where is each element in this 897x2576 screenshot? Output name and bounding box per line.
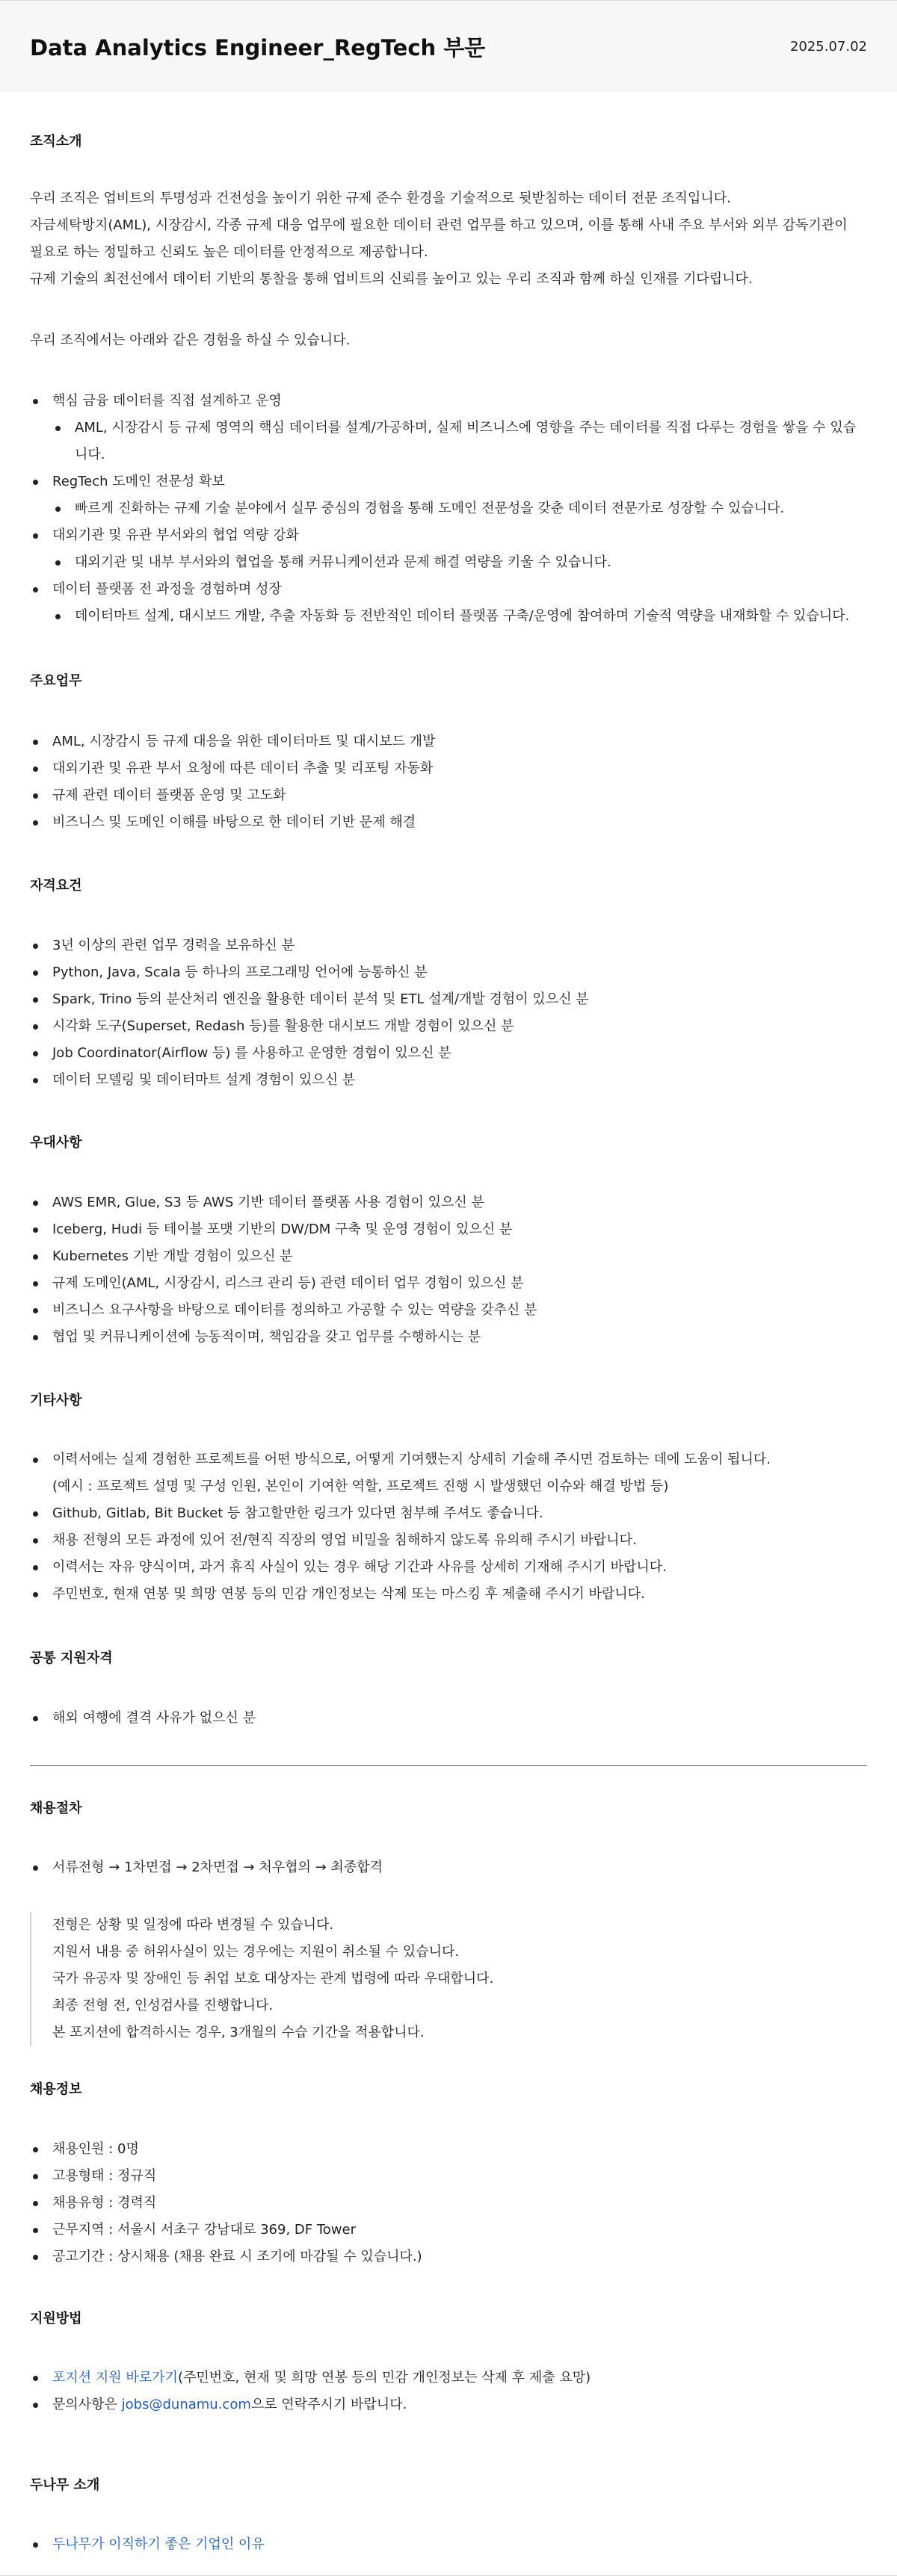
contact-prefix: 문의사항은 xyxy=(52,2397,122,2412)
list-item: Python, Java, Scala 등 하나의 프로그래밍 언어에 능통하신 분 xyxy=(30,959,867,986)
list-item xyxy=(30,576,867,630)
intro-line: 우리 조직은 업비트의 투명성과 건전성을 높이기 위한 규제 준수 환경을 기술적으로 뒷받침하는 데이터 전문 조직입니다. xyxy=(30,191,731,206)
section-title-intro: 조직소개 xyxy=(30,134,82,149)
process-note: 국가 유공자 및 장애인 등 취업 보호 대상자는 관계 법령에 따라 우대합니다. xyxy=(52,1971,494,1987)
list-item: Github, Gitlab, Bit Bucket 등 참고할만한 링크가 있다면 첨부해 주셔도 좋습니다. xyxy=(30,1500,867,1527)
list-item: 빠르게 진화하는 규제 기술 분야에서 실무 중심의 경험을 통해 도메인 전문성을 갖춘 데이터 전문가로 성장할 수 있습니다. xyxy=(52,495,867,522)
experience-list xyxy=(30,388,867,630)
section-title-etc: 기타사항 xyxy=(30,1393,82,1408)
section-title-about: 두나무 소개 xyxy=(30,2477,100,2493)
contact-suffix: 으로 연락주시기 바랍니다. xyxy=(250,2397,407,2412)
list-item: 시각화 도구(Superset, Redash 등)를 활용한 대시보드 개발 경험이 있으신 분 xyxy=(30,1013,867,1040)
email-link[interactable]: jobs@dunamu.com xyxy=(121,2397,251,2412)
list-item: Iceberg, Hudi 등 테이블 포맷 기반의 DW/DM 구축 및 운영 경험이 있으신 분 xyxy=(30,1216,867,1243)
intro-line: 규제 기술의 최전선에서 데이터 기반의 통찰을 통해 업비트의 신뢰를 높이고 있는 우리 조직과 함께 하실 인재를 기다립니다. xyxy=(30,271,753,287)
list-item: 규제 관련 데이터 플랫폼 운영 및 고도화 xyxy=(30,782,867,809)
list-item: 공고기간 : 상시채용 (채용 완료 시 조기에 마감될 수 있습니다.) xyxy=(30,2244,867,2270)
list-item xyxy=(30,2391,867,2418)
process-note: 지원서 내용 중 허위사실이 있는 경우에는 지원이 취소될 수 있습니다. xyxy=(52,1944,460,1960)
list-item xyxy=(30,388,867,468)
page-header xyxy=(0,1,897,92)
process-note: 전형은 상황 및 일정에 따라 변경될 수 있습니다. xyxy=(52,1917,334,1933)
section-title-apply: 지원방법 xyxy=(30,2311,82,2326)
list-item: AWS EMR, Glue, S3 등 AWS 기반 데이터 플랫폼 사용 경험이 있으신 분 xyxy=(30,1189,867,1216)
page-title: Data Analytics Engineer_RegTech 부문 xyxy=(30,34,486,61)
intro-line: 필요로 하는 정밀하고 신뢰도 높은 데이터를 안정적으로 제공합니다. xyxy=(30,244,428,260)
intro-line: 자금세탁방지(AML), 시장감시, 각종 규제 대응 업무에 필요한 데이터 관련 업무를 하고 있으며, 이를 통해 사내 주요 부서와 외부 감독기관이 xyxy=(30,217,848,233)
list-item: 데이터마트 설계, 대시보드 개발, 추출 자동화 등 전반적인 데이터 플랫폼 구축/운영에 참여하며 기술적 역량을 내재화할 수 있습니다. xyxy=(52,603,867,630)
list-item: 대외기관 및 유관 부서 요청에 따른 데이터 추출 및 리포팅 자동화 xyxy=(30,755,867,782)
list-item: AML, 시장감시 등 규제 대응을 위한 데이터마트 및 대시보드 개발 xyxy=(30,728,867,755)
list-item xyxy=(30,468,867,522)
etc-line: (예시 : 프로젝트 설명 및 구성 인원, 본인이 기여한 역할, 프로젝트 진행 시 발생했던 이슈와 해결 방법 등) xyxy=(52,1479,669,1494)
experience-lead: 우리 조직에서는 아래와 같은 경험을 하실 수 있습니다. xyxy=(30,332,351,348)
section-title-info: 채용정보 xyxy=(30,2081,82,2097)
about-link[interactable]: 두나무가 이직하기 좋은 기업인 이유 xyxy=(52,2536,265,2552)
section-title-requirements: 자격요건 xyxy=(30,878,82,894)
list-item: 비즈니스 및 도메인 이해를 바탕으로 한 데이터 기반 문제 해결 xyxy=(30,809,867,836)
list-item: 고용형태 : 정규직 xyxy=(30,2163,867,2190)
section-title-duties: 주요업무 xyxy=(30,673,82,689)
list-item: 채용유형 : 경력직 xyxy=(30,2190,867,2217)
section-title-preferred: 우대사항 xyxy=(30,1135,82,1151)
list-item: 채용 전형의 모든 과정에 있어 전/현직 직장의 영업 비밀을 침해하지 않도록 유의해 주시기 바랍니다. xyxy=(30,1527,867,1554)
list-item: 근무지역 : 서울시 서초구 강남대로 369, DF Tower xyxy=(30,2217,867,2244)
process-notes xyxy=(30,1912,867,2046)
process-note: 최종 전형 전, 인성검사를 진행합니다. xyxy=(52,1998,274,2013)
list-item: Kubernetes 기반 개발 경험이 있으신 분 xyxy=(30,1243,867,1270)
process-list xyxy=(30,1854,867,1881)
list-item: 협업 및 커뮤니케이션에 능동적이며, 책임감을 갖고 업무를 수행하시는 분 xyxy=(30,1324,867,1351)
list-item: 채용인원 : 0명 xyxy=(30,2136,867,2163)
list-item: 규제 도메인(AML, 시장감시, 리스크 관리 등) 관련 데이터 업무 경험이 있으신 분 xyxy=(30,1270,867,1297)
list-item xyxy=(30,1446,867,1500)
etc-list xyxy=(30,1446,867,1608)
list-item xyxy=(30,2365,867,2391)
info-list xyxy=(30,2136,867,2270)
list-item: Spark, Trino 등의 분산처리 엔진을 활용한 데이터 분석 및 ETL 설계/개발 경험이 있으신 분 xyxy=(30,986,867,1013)
list-item: 해외 여행에 결격 사유가 없으신 분 xyxy=(30,1705,867,1732)
list-item: Job Coordinator(Airflow 등) 를 사용하고 운영한 경험이 있으신 분 xyxy=(30,1040,867,1067)
list-item: 서류전형 → 1차면접 → 2차면접 → 처우협의 → 최종합격 xyxy=(30,1854,867,1881)
list-item: 이력서는 자유 양식이며, 과거 휴직 사실이 있는 경우 해당 기간과 사유를 상세히 기재해 주시기 바랍니다. xyxy=(30,1554,867,1581)
about-list xyxy=(30,2531,867,2558)
list-item: AML, 시장감시 등 규제 영역의 핵심 데이터를 설계/가공하며, 실제 비즈니스에 영향을 주는 데이터를 직접 다루는 경험을 쌓을 수 있습니다. xyxy=(52,415,867,468)
apply-list xyxy=(30,2365,867,2418)
section-divider xyxy=(30,1765,867,1766)
etc-line: 이력서에는 실제 경험한 프로젝트를 어떤 방식으로, 어떻게 기여했는지 상세히 기술해 주시면 검토하는 데에 도움이 됩니다. xyxy=(52,1452,771,1467)
experience-label: RegTech 도메인 전문성 확보 xyxy=(52,474,225,489)
section-title-common: 공통 지원자격 xyxy=(30,1650,113,1666)
list-item: 데이터 모델링 및 데이터마트 설계 경험이 있으신 분 xyxy=(30,1067,867,1094)
process-note: 본 포지션에 합격하시는 경우, 3개월의 수습 기간을 적용합니다. xyxy=(52,2025,425,2040)
common-list xyxy=(30,1705,867,1732)
section-title-process: 채용절차 xyxy=(30,1801,82,1816)
duties-list xyxy=(30,728,867,836)
preferred-list xyxy=(30,1189,867,1351)
experience-label: 대외기관 및 유관 부서와의 협업 역량 강화 xyxy=(52,527,299,543)
list-item: 3년 이상의 관련 업무 경력을 보유하신 분 xyxy=(30,932,867,959)
requirements-list xyxy=(30,932,867,1094)
list-item xyxy=(30,2531,867,2558)
posting-date: 2025.07.02 xyxy=(789,38,867,55)
intro-paragraph xyxy=(30,185,867,293)
apply-link-note: (주민번호, 현재 및 희망 연봉 등의 민감 개인정보는 삭제 후 제출 요망) xyxy=(177,2370,591,2385)
experience-label: 핵심 금융 데이터를 직접 설계하고 운영 xyxy=(52,393,282,409)
list-item: 대외기관 및 내부 부서와의 협업을 통해 커뮤니케이션과 문제 해결 역량을 키울 수 있습니다. xyxy=(52,549,867,576)
list-item: 주민번호, 현재 연봉 및 희망 연봉 등의 민감 개인정보는 삭제 또는 마스킹 후 제출해 주시기 바랍니다. xyxy=(30,1581,867,1608)
experience-label: 데이터 플랫폼 전 과정을 경험하며 성장 xyxy=(52,581,282,597)
apply-link[interactable]: 포지션 지원 바로가기 xyxy=(52,2370,178,2385)
list-item xyxy=(30,522,867,576)
list-item: 비즈니스 요구사항을 바탕으로 데이터를 정의하고 가공할 수 있는 역량을 갖추신 분 xyxy=(30,1297,867,1324)
